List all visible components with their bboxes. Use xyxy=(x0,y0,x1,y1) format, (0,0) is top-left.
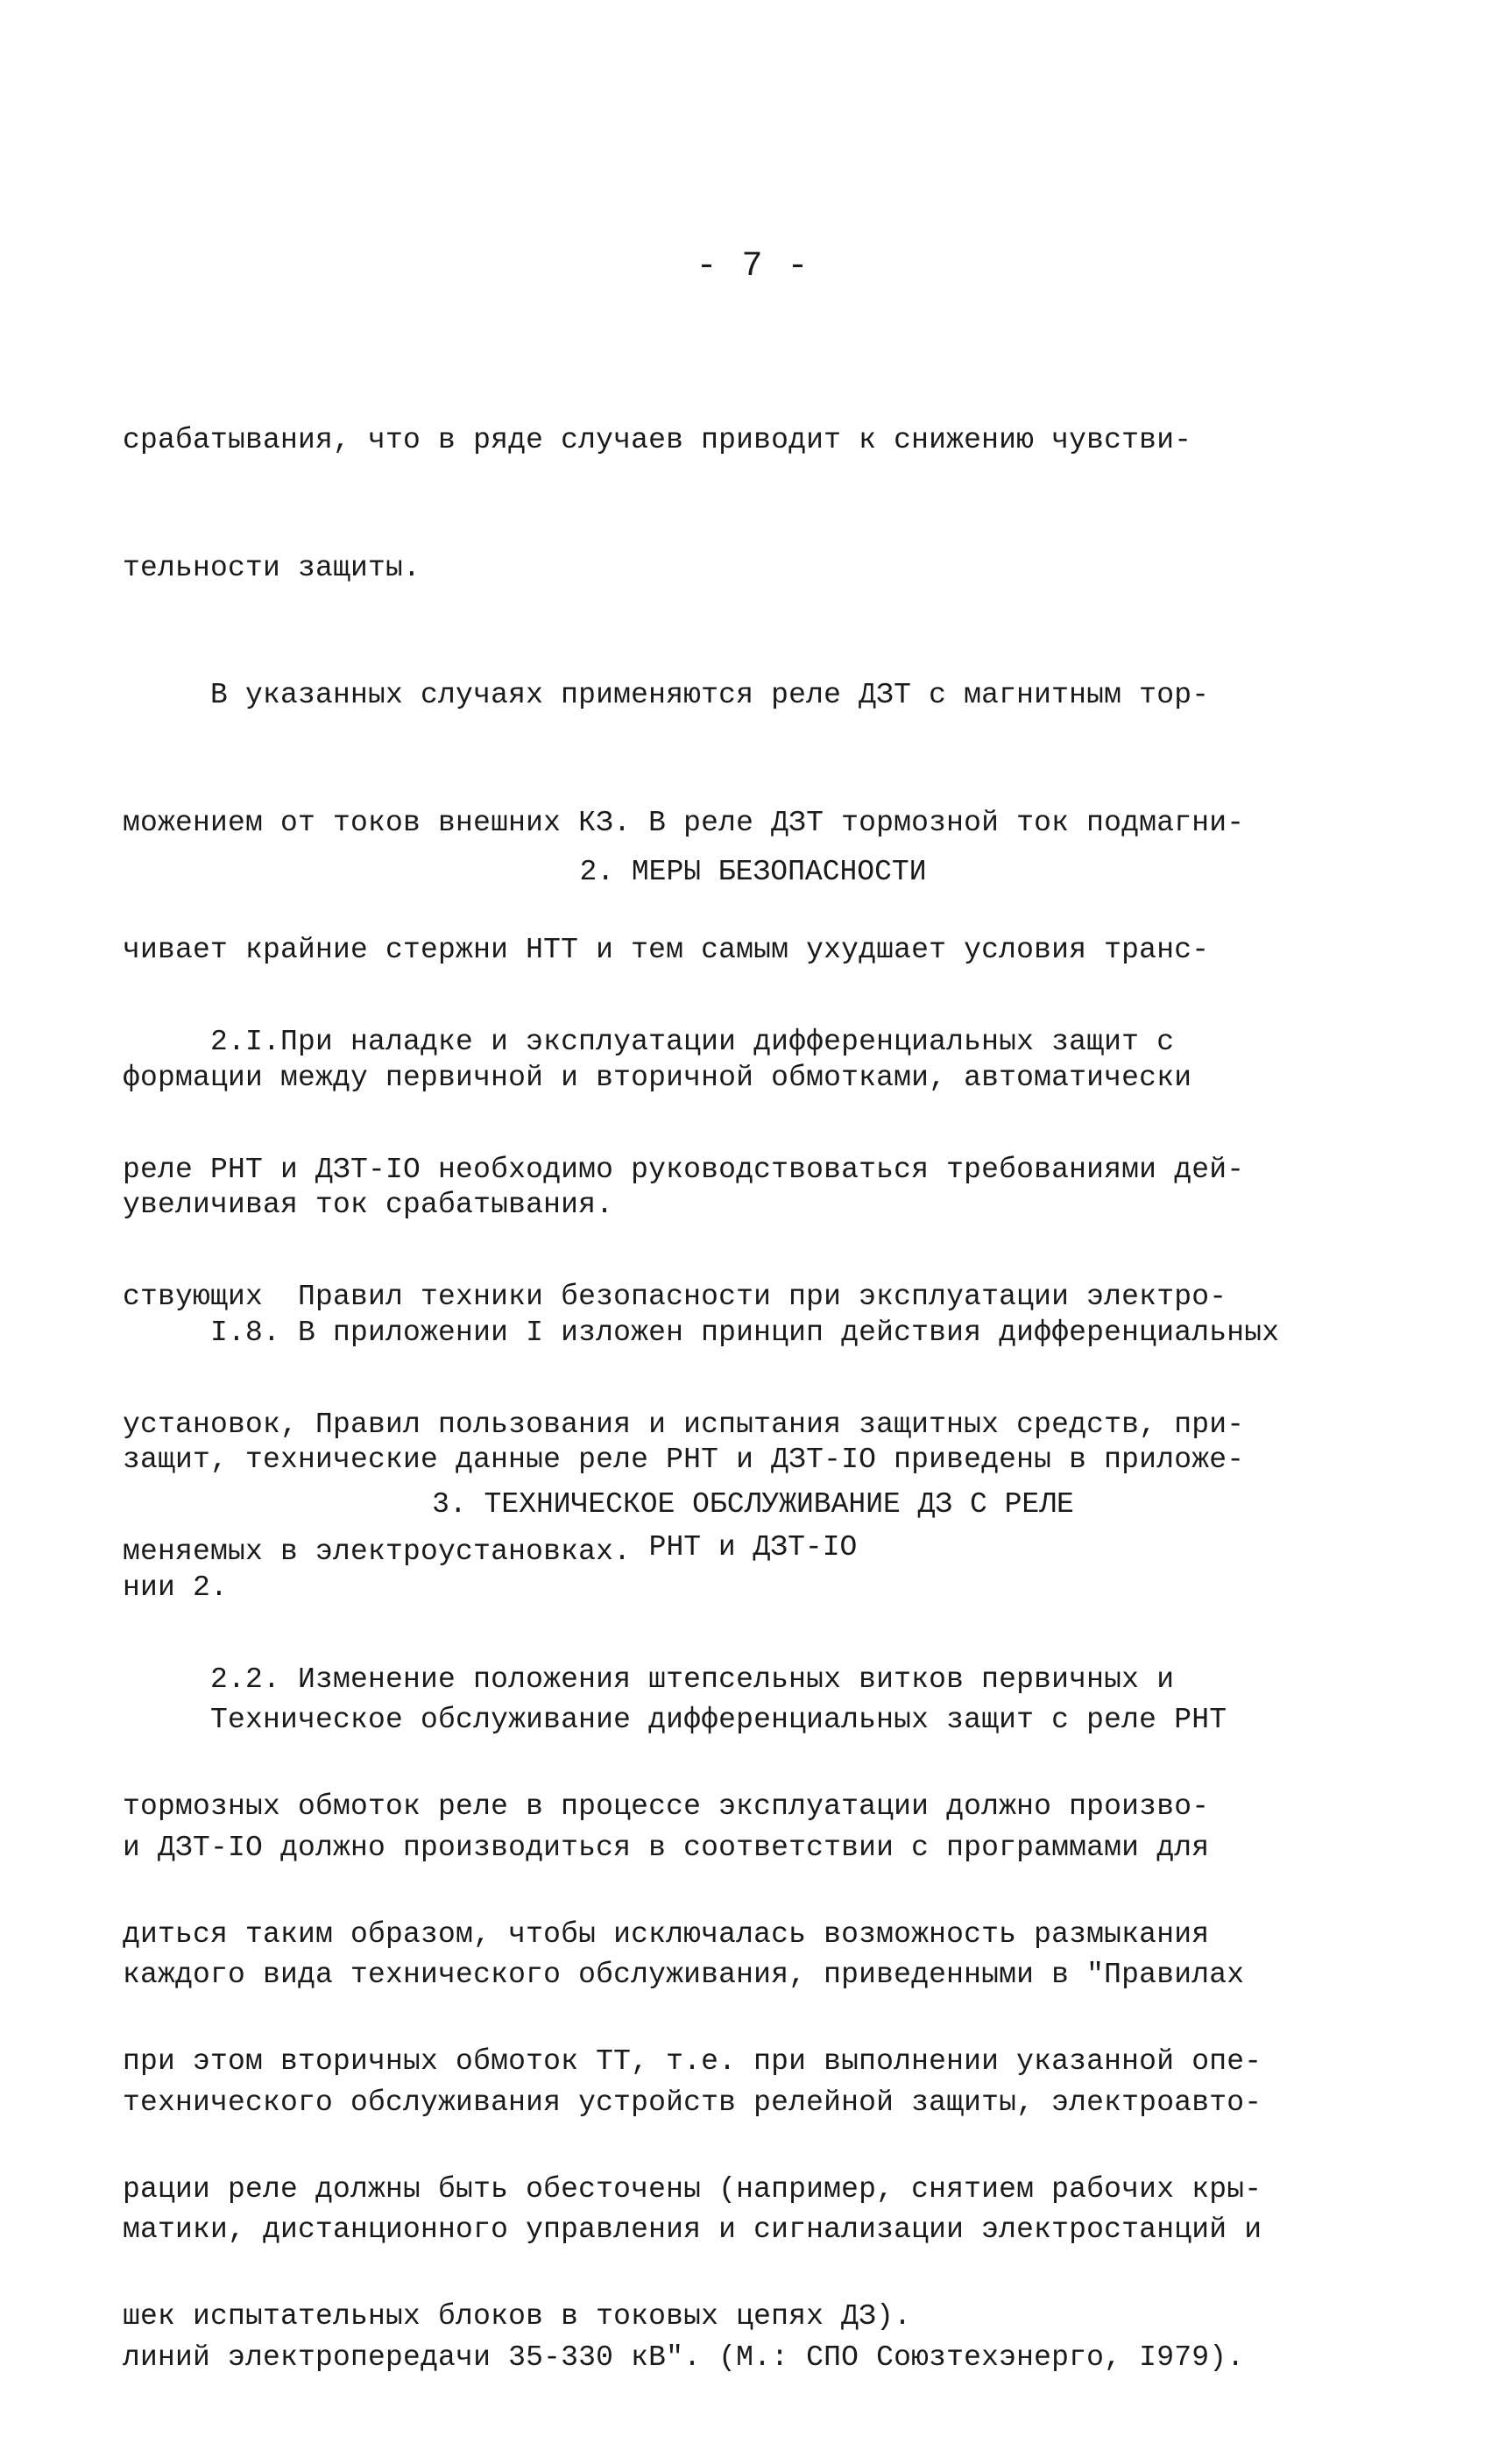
text-line: формации между первичной и вторичной обмотками, автоматически xyxy=(123,1061,1192,1094)
text-line: рации реле должны быть обесточены (например, снятием рабочих кры- xyxy=(123,2172,1262,2206)
text-line: тормозных обмоток реле в процессе эксплуатации должно произво- xyxy=(123,1790,1210,1823)
text-line: чивает крайние стержни НТТ и тем самым ухудшает условия транс- xyxy=(123,934,1210,966)
text-line: реле РНТ и ДЗТ-IO необходимо руководствоваться требованиями дей- xyxy=(123,1153,1245,1186)
page-number: - 7 - xyxy=(696,247,810,286)
text-line: тельности защиты. xyxy=(123,551,421,584)
text-line: можением от токов внешних КЗ. В реле ДЗТ тормозной ток подмагни- xyxy=(123,806,1245,839)
text-line: установок, Правил пользования и испытания защитных средств, при- xyxy=(123,1408,1245,1441)
text-line: шек испытательных блоков в токовых цепях ДЗ). xyxy=(123,2300,912,2333)
text-line: линий электропередачи 35-330 кВ". (М.: СПО Союзтехэнерго, I979). xyxy=(123,2340,1245,2374)
text-line: каждого вида технического обслуживания, приведенными в "Правилах xyxy=(123,1959,1245,1991)
text-line: и ДЗТ-IO должно производиться в соответствии с программами для xyxy=(123,1831,1210,1864)
text-line: матики, дистанционного управления и сигнализации электростанций и xyxy=(123,2213,1262,2246)
section-heading-line2: РНТ и ДЗТ-IO xyxy=(648,1530,858,1564)
text-line: нии 2. xyxy=(123,1571,229,1604)
text-line: диться таким образом, чтобы исключалась возможность размыкания xyxy=(123,1917,1210,1951)
text-line: меняемых в электроустановках. xyxy=(123,1536,632,1568)
text-line: 2.I.При наладке и эксплуатации дифференциальных защит с xyxy=(123,1026,1175,1058)
text-line: I.8. В приложении I изложен принцип действия дифференциальных xyxy=(123,1316,1280,1349)
section3-text xyxy=(123,1614,1367,2464)
text-line: 2.2. Изменение положения штепсельных витков первичных и xyxy=(123,1663,1175,1696)
text-line: срабатывания, что в ряде случаев приводит к снижению чувстви- xyxy=(123,424,1192,456)
text-line: технического обслуживания устройств релейной защиты, электроавто- xyxy=(123,2086,1262,2119)
text-line: ствующих Правил техники безопасности при эксплуатации электро- xyxy=(123,1281,1227,1313)
text-line: увеличивая ток срабатывания. xyxy=(123,1189,614,1221)
section3-heading xyxy=(0,1484,1506,1569)
text-line: при этом вторичных обмоток ТТ, т.е. при выполнении указанной опе- xyxy=(123,2045,1262,2078)
text-line: В указанных случаях применяются реле ДЗТ с магнитным тор- xyxy=(123,679,1210,711)
section-heading: 2. МЕРЫ БЕЗОПАСНОСТИ xyxy=(579,856,927,888)
text-line: защит, технические данные реле РНТ и ДЗТ-IO приведены в приложе- xyxy=(123,1444,1245,1476)
text-line: Техническое обслуживание дифференциальных защит с реле РНТ xyxy=(123,1704,1227,1736)
section2-heading xyxy=(0,851,1506,894)
section-heading-line1: 3. ТЕХНИЧЕСКОЕ ОБСЛУЖИВАНИЕ ДЗ С РЕЛЕ xyxy=(432,1488,1074,1521)
